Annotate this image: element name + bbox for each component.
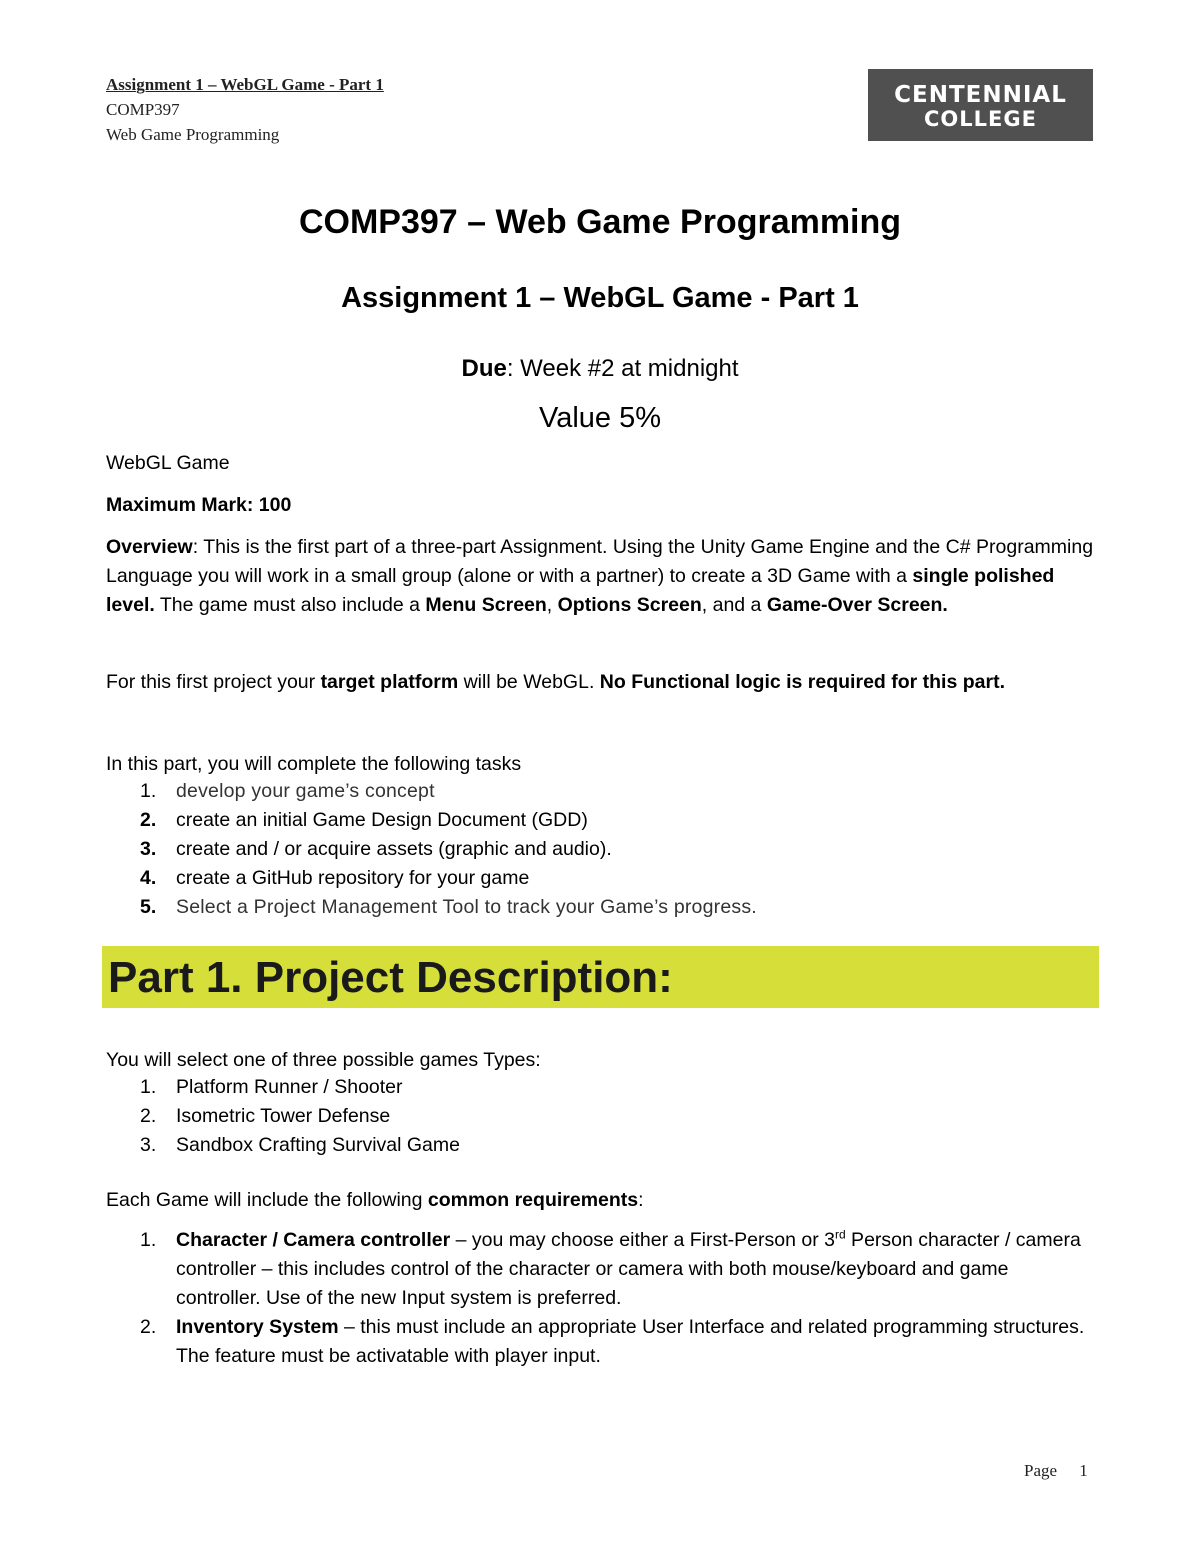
platform-paragraph xyxy=(106,668,1106,697)
ordinal-suffix: rd xyxy=(834,1227,846,1242)
page-number: 1 xyxy=(1079,1461,1088,1480)
list-item xyxy=(106,864,1106,893)
list-item-text: Sandbox Crafting Survival Game xyxy=(176,1134,460,1156)
page-footer xyxy=(1024,1459,1088,1483)
game-label: WebGL Game xyxy=(106,452,230,474)
logo-line-2: COLLEGE xyxy=(924,107,1037,131)
page-label: Page xyxy=(1024,1461,1058,1480)
list-item xyxy=(106,893,1106,922)
overview-bold-2: Menu Screen xyxy=(425,594,547,616)
list-number: 5. xyxy=(140,896,157,918)
due-value: : Week #2 at midnight xyxy=(506,355,739,382)
running-header xyxy=(106,72,384,147)
game-types-list xyxy=(106,1073,1106,1160)
list-item-text: create a GitHub repository for your game xyxy=(176,867,530,889)
requirement-text: Person character / camera controller – this includes control of the character or camera with both mouse/keyboard and game controller. Use of the new Input system is preferred. xyxy=(176,1229,1081,1309)
section-heading-band xyxy=(102,946,1099,1008)
list-number: 1. xyxy=(140,1229,157,1251)
section-heading: Part 1. Project Description: xyxy=(108,953,673,1002)
overview-text-3: , xyxy=(546,594,558,616)
list-item xyxy=(106,1073,1106,1102)
header-assignment-title: Assignment 1 – WebGL Game - Part 1 xyxy=(106,75,384,94)
header-course-name: Web Game Programming xyxy=(106,125,280,144)
list-item xyxy=(106,1313,1106,1371)
requirements-list xyxy=(106,1226,1106,1371)
requirement-text: – you may choose either a First-Person or 3 xyxy=(450,1229,835,1251)
requirement-text: – this must include an appropriate User Interface and related programming structures. The feature must be activatable with player input. xyxy=(176,1316,1085,1367)
list-number: 2. xyxy=(140,1316,157,1338)
list-number: 4. xyxy=(140,867,157,889)
list-number: 3. xyxy=(140,838,157,860)
list-item-text: create an initial Game Design Document (GDD) xyxy=(176,809,588,831)
platform-text-1: For this first project your xyxy=(106,671,321,693)
centennial-college-logo xyxy=(868,69,1093,141)
list-item-text: Select a Project Management Tool to track your Game’s progress. xyxy=(176,896,757,918)
logo-line-1: CENTENNIAL xyxy=(894,82,1067,108)
list-item xyxy=(106,806,1106,835)
list-number: 2. xyxy=(140,1105,157,1127)
list-number: 3. xyxy=(140,1134,157,1156)
requirements-intro xyxy=(106,1186,1106,1215)
list-item xyxy=(106,777,1106,806)
tasks-list xyxy=(106,777,1106,922)
requirements-intro-text-2: : xyxy=(638,1189,644,1211)
requirements-intro-text-1: Each Game will include the following xyxy=(106,1189,428,1211)
requirements-intro-bold: common requirements xyxy=(427,1189,639,1211)
due-date xyxy=(0,352,1200,386)
header-course-code: COMP397 xyxy=(106,100,180,119)
list-item xyxy=(106,835,1106,864)
platform-bold-1: target platform xyxy=(320,671,459,693)
assignment-value: Value 5% xyxy=(539,402,661,434)
requirement-title: Character / Camera controller xyxy=(176,1229,451,1251)
platform-text-2: will be WebGL. xyxy=(458,671,600,693)
overview-text-1: : This is the first part of a three-part Assignment. Using the Unity Game Engine and the C# Programming Language you will work in a small group (alone or with a partner) to create a 3D Game with a xyxy=(106,536,1094,587)
tasks-intro: In this part, you will complete the following tasks xyxy=(106,753,522,775)
overview-bold-1: single polished level. xyxy=(106,565,1055,616)
document-subtitle: Assignment 1 – WebGL Game - Part 1 xyxy=(341,282,859,314)
overview-text-4: , and a xyxy=(701,594,767,616)
list-item xyxy=(106,1102,1106,1131)
list-item xyxy=(106,1131,1106,1160)
overview-paragraph xyxy=(106,533,1106,620)
requirement-title: Inventory System xyxy=(176,1316,339,1338)
overview-bold-3: Options Screen xyxy=(557,594,702,616)
due-label: Due xyxy=(461,355,507,382)
list-item-text: Isometric Tower Defense xyxy=(176,1105,391,1127)
overview-bold-4: Game-Over Screen. xyxy=(766,594,948,616)
overview-text-2: The game must also include a xyxy=(154,594,426,616)
list-number: 1. xyxy=(140,780,157,802)
maximum-mark: Maximum Mark: 100 xyxy=(106,494,292,516)
list-number: 2. xyxy=(140,809,157,831)
platform-bold-2: No Functional logic is required for this part. xyxy=(599,671,1005,693)
list-item-text: develop your game’s concept xyxy=(176,780,435,802)
overview-label: Overview xyxy=(106,536,193,558)
game-types-intro: You will select one of three possible games Types: xyxy=(106,1049,541,1071)
document-title: COMP397 – Web Game Programming xyxy=(298,203,902,241)
list-item xyxy=(106,1226,1106,1313)
list-number: 1. xyxy=(140,1076,157,1098)
list-item-text: Platform Runner / Shooter xyxy=(176,1076,403,1098)
list-item-text: create and / or acquire assets (graphic and audio). xyxy=(176,838,612,860)
